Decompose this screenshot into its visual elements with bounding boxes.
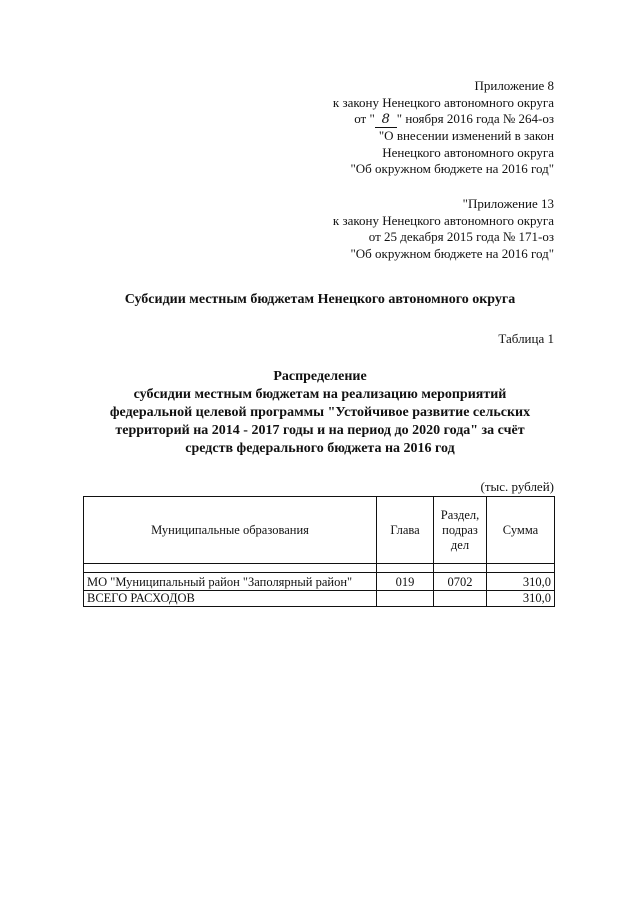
section-title: Субсидии местным бюджетам Ненецкого автономного округа bbox=[124, 292, 516, 307]
cell-chapter: 019 bbox=[377, 573, 434, 591]
appendix-13-date-line: от 25 декабря 2015 года № 171-оз bbox=[368, 229, 554, 244]
header-section bbox=[434, 497, 487, 564]
total-empty-cell bbox=[377, 591, 434, 607]
appendix-13-title: "Приложение 13 bbox=[462, 196, 554, 211]
header-municipality: Муниципальные образования bbox=[84, 497, 377, 564]
date-prefix: от " bbox=[354, 111, 375, 126]
spacer-cell bbox=[84, 564, 377, 573]
header-section-line: подраз bbox=[442, 522, 478, 537]
header-section-line: дел bbox=[450, 537, 470, 552]
distribution-title-line: средств федерального бюджета на 2016 год bbox=[185, 441, 455, 456]
handwritten-day: 8 bbox=[375, 113, 397, 128]
cell-amount: 310,0 bbox=[487, 573, 555, 591]
appendix-13-law-ref: к закону Ненецкого автономного округа bbox=[332, 212, 554, 228]
appendix-8-amend-title: "О внесении изменений в закон bbox=[378, 128, 554, 143]
table-total-row bbox=[84, 591, 555, 607]
spacer-cell bbox=[487, 564, 555, 573]
distribution-title bbox=[60, 368, 580, 458]
table-row bbox=[84, 573, 555, 591]
table-label: Таблица 1 bbox=[498, 331, 554, 346]
total-label: ВСЕГО РАСХОДОВ bbox=[84, 591, 377, 607]
appendix-13-budget-law: "Об окружном бюджете на 2016 год" bbox=[350, 245, 554, 261]
distribution-title-line: Распределение bbox=[273, 369, 367, 384]
total-amount: 310,0 bbox=[487, 591, 555, 607]
appendix-8-budget-law: "Об окружном бюджете на 2016 год" bbox=[350, 161, 554, 176]
distribution-title-line: субсидии местным бюджетам на реализацию мероприятий bbox=[133, 387, 507, 402]
table-spacer-row bbox=[84, 564, 555, 573]
spacer-cell bbox=[377, 564, 434, 573]
date-suffix: " ноября 2016 года № 264-оз bbox=[396, 111, 554, 126]
header-amount: Сумма bbox=[487, 497, 555, 564]
cell-section: 0702 bbox=[434, 573, 487, 591]
appendix-8-okrug: Ненецкого автономного округа bbox=[382, 144, 554, 160]
subsidy-table bbox=[83, 496, 555, 607]
header-chapter: Глава bbox=[377, 497, 434, 564]
table-header-row bbox=[84, 497, 555, 564]
units-label: (тыс. рублей) bbox=[480, 479, 554, 494]
total-empty-cell bbox=[434, 591, 487, 607]
cell-municipality: МО "Муниципальный район "Заполярный район" bbox=[84, 573, 377, 591]
appendix-8-header bbox=[333, 78, 554, 178]
appendix-8-title: Приложение 8 bbox=[474, 78, 554, 93]
appendix-8-law-ref: к закону Ненецкого автономного округа bbox=[332, 94, 554, 110]
distribution-title-line: федеральной целевой программы "Устойчивое развитие сельских bbox=[109, 405, 531, 420]
header-section-line: Раздел, bbox=[440, 507, 480, 522]
spacer-cell bbox=[434, 564, 487, 573]
appendix-8-date-line bbox=[333, 111, 554, 128]
distribution-title-line: территорий на 2014 - 2017 годы и на период до 2020 года" за счёт bbox=[115, 423, 525, 438]
appendix-13-header bbox=[333, 196, 554, 262]
